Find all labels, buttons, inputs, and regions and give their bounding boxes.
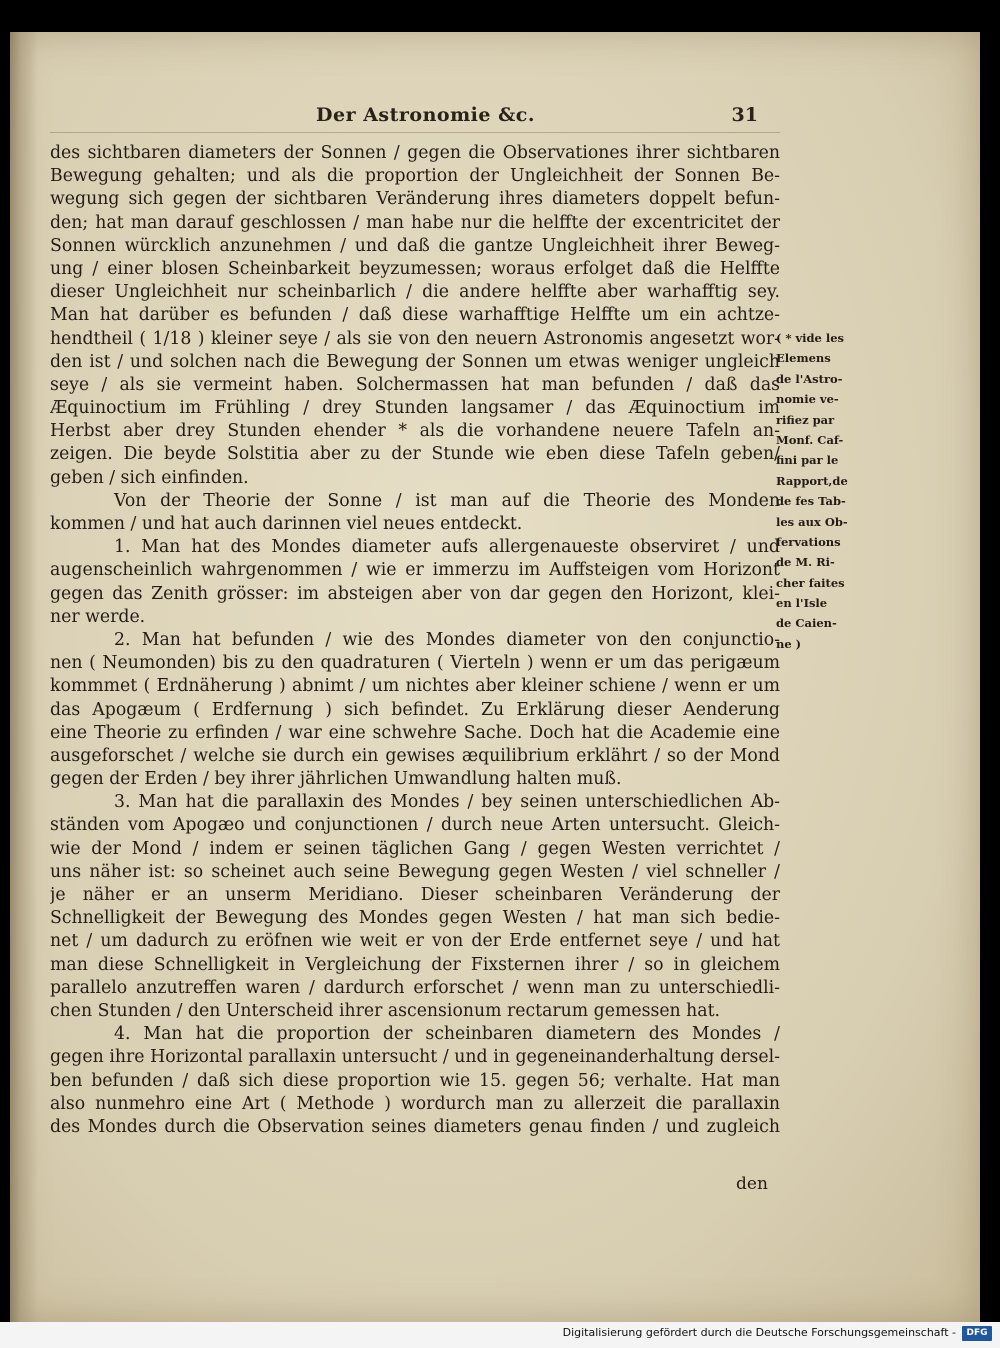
text-line: wegung sich gegen der sichtbaren Veränderung ihres diameters doppelt befun- bbox=[50, 189, 780, 210]
text-line: dieser Ungleichheit nur scheinbarlich / die andere helffte aber warhafftig sey. bbox=[50, 282, 780, 303]
text-line: augenscheinlich wahrgenommen / wie er immerzu im Auffsteigen vom Horizont bbox=[50, 560, 780, 581]
text-line: den ist / und solchen nach die Bewegung der Sonnen um etwas weniger ungleich bbox=[50, 351, 780, 372]
text-line: Man hat darüber es befunden / daß diese warhafftige Helffte um ein achtze- bbox=[50, 305, 780, 326]
margin-note-line: Monf. Caf- bbox=[776, 432, 844, 447]
margin-note bbox=[776, 328, 872, 654]
text-line: kommmet ( Erdnäherung ) abnimt / um nichtes aber kleiner schiene / wenn er um bbox=[50, 676, 780, 697]
text-line: ben befunden / daß sich diese proportion wie 15. gegen 56; verhalte. Hat man bbox=[50, 1070, 780, 1091]
text-line: ung / einer blosen Scheinbarkeit beyzumessen; woraus erfolget daß die Helffte bbox=[50, 258, 780, 279]
text-line: zeigen. Die beyde Solstitia aber zu der Stunde wie eben diese Tafeln geben/ bbox=[50, 444, 780, 465]
scanned-page bbox=[10, 32, 980, 1322]
text-line: 1. Man hat des Mondes diameter aufs allergenaueste observiret / und bbox=[114, 537, 780, 558]
page-gutter-shadow bbox=[10, 32, 38, 1322]
margin-note-line: nomie ve- bbox=[776, 392, 839, 407]
text-line: gegen ihre Horizontal parallaxin untersucht / und in gegeneinanderhaltung dersel- bbox=[50, 1047, 780, 1068]
margin-note-line: de Caien- bbox=[776, 616, 837, 631]
margin-note-line: fini par le bbox=[776, 453, 839, 468]
body-text bbox=[50, 142, 780, 1139]
text-line: Æquinoctium im Frühling / drey Stunden langsamer / das Æquinoctium im bbox=[50, 398, 780, 419]
text-line: also nunmehro eine Art ( Methode ) wordurch man zu allerzeit die parallaxin bbox=[50, 1093, 780, 1114]
text-line: net / um dadurch zu eröfnen wie weit er von der Erde entfernet seye / und hat bbox=[50, 931, 780, 952]
text-line: den; hat man darauf geschlossen / man habe nur die helffte der excentricitet der bbox=[50, 212, 780, 233]
text-line: kommen / und hat auch darinnen viel neues entdeckt. bbox=[50, 514, 523, 534]
margin-note-line: Rapport,de bbox=[776, 473, 848, 488]
text-line: wie der Mond / indem er seinen täglichen Gang / gegen Westen verrichtet / bbox=[50, 838, 780, 859]
margin-note-line: rifiez par bbox=[776, 412, 835, 427]
text-line: seye / als sie vermeint haben. Solchermassen hat man befunden / daß das bbox=[50, 374, 780, 395]
text-line: 3. Man hat die parallaxin des Mondes / bey seinen unterschiedlichen Ab- bbox=[114, 792, 780, 813]
text-line: Von der Theorie der Sonne / ist man auf die Theorie des Monden bbox=[114, 490, 780, 511]
text-line: Bewegung gehalten; und als die proportion der Ungleichheit der Sonnen Be- bbox=[50, 166, 780, 187]
text-line: man diese Schnelligkeit in Vergleichung der Fixsternen ihrer / so in gleichem bbox=[50, 954, 780, 975]
text-line: gegen der Erden / bey ihrer jährlichen Umwandlung halten muß. bbox=[50, 769, 622, 790]
margin-note-line: de M. Ri- bbox=[776, 555, 835, 570]
text-line: chen Stunden / den Unterscheid ihrer ascensionum rectarum gemessen hat. bbox=[50, 1000, 721, 1021]
text-line: uns näher ist: so scheinet auch seine Bewegung gegen Westen / viel schneller / bbox=[50, 861, 780, 882]
text-line: das Apogæum ( Erdfernung ) sich befindet. Zu Erklärung dieser Aenderung bbox=[50, 699, 780, 720]
text-line: Schnelligkeit der Bewegung des Mondes gegen Westen / hat man sich bedie- bbox=[50, 908, 780, 929]
margin-note-line: Elemens bbox=[776, 351, 831, 366]
margin-note-line: de fes Tab- bbox=[776, 494, 846, 509]
margin-note-line: les aux Ob- bbox=[776, 514, 848, 529]
text-line: hendtheil ( 1/18 ) kleiner seye / als sie von den neuern Astronomis angesetzt wor- bbox=[50, 328, 780, 349]
text-line: parallelo anzutreffen waren / dardurch erforschet / wenn man zu unterschiedli- bbox=[50, 977, 780, 998]
margin-note-line: ne ) bbox=[776, 636, 802, 651]
text-line: Herbst aber drey Stunden ehender * als die vorhandene neuere Tafeln an- bbox=[50, 421, 780, 442]
text-line: ner werde. bbox=[50, 606, 146, 627]
page-number: 31 bbox=[731, 104, 758, 126]
text-line: ständen vom Apogæo und conjunctionen / durch neue Arten untersucht. Gleich- bbox=[50, 815, 780, 836]
text-line: eine Theorie zu erfinden / war eine schwehre Sache. Doch hat die Academie eine bbox=[50, 722, 780, 743]
margin-note-line: ( * vide les bbox=[776, 331, 845, 345]
text-line: je näher er an unserm Meridiano. Dieser scheinbaren Veränderung der bbox=[50, 885, 780, 905]
text-line: ausgeforschet / welche sie durch ein gewises æquilibrium erklährt / so der Mond bbox=[50, 745, 780, 766]
margin-note-line: de l'Astro- bbox=[776, 371, 843, 386]
funding-credit: Digitalisierung gefördert durch die Deutsche Forschungsgemeinschaft - bbox=[562, 1326, 956, 1339]
text-line: gegen das Zenith grösser: im absteigen aber von dar gegen den Horizont, klei- bbox=[50, 583, 780, 604]
margin-note-line: fervations bbox=[776, 534, 841, 549]
text-line: 2. Man hat befunden / wie des Mondes diameter von den conjunctio- bbox=[114, 629, 780, 650]
text-line: 4. Man hat die proportion der scheinbaren diametern des Mondes / bbox=[114, 1024, 780, 1045]
text-line: des sichtbaren diameters der Sonnen / gegen die Observationes ihrer sichtbaren bbox=[50, 143, 780, 163]
footer-bar bbox=[0, 1322, 1000, 1348]
text-line: nen ( Neumonden) bis zu den quadraturen ( Vierteln ) wenn er um das perigæum bbox=[50, 653, 780, 674]
margin-note-line: en l'Isle bbox=[776, 596, 828, 611]
dfg-logo-icon: DFG bbox=[962, 1326, 992, 1341]
header-divider bbox=[50, 132, 780, 133]
catchword: den bbox=[736, 1174, 768, 1194]
text-line: des Mondes durch die Observation seines diameters genau finden / und zugleich bbox=[50, 1116, 780, 1137]
margin-note-line: cher faites bbox=[776, 575, 845, 590]
running-head: Der Astronomie &c. bbox=[316, 104, 535, 126]
text-line: geben / sich einfinden. bbox=[50, 467, 249, 488]
text-line: Sonnen würcklich anzunehmen / und daß die gantze Ungleichheit ihrer Beweg- bbox=[50, 235, 780, 256]
